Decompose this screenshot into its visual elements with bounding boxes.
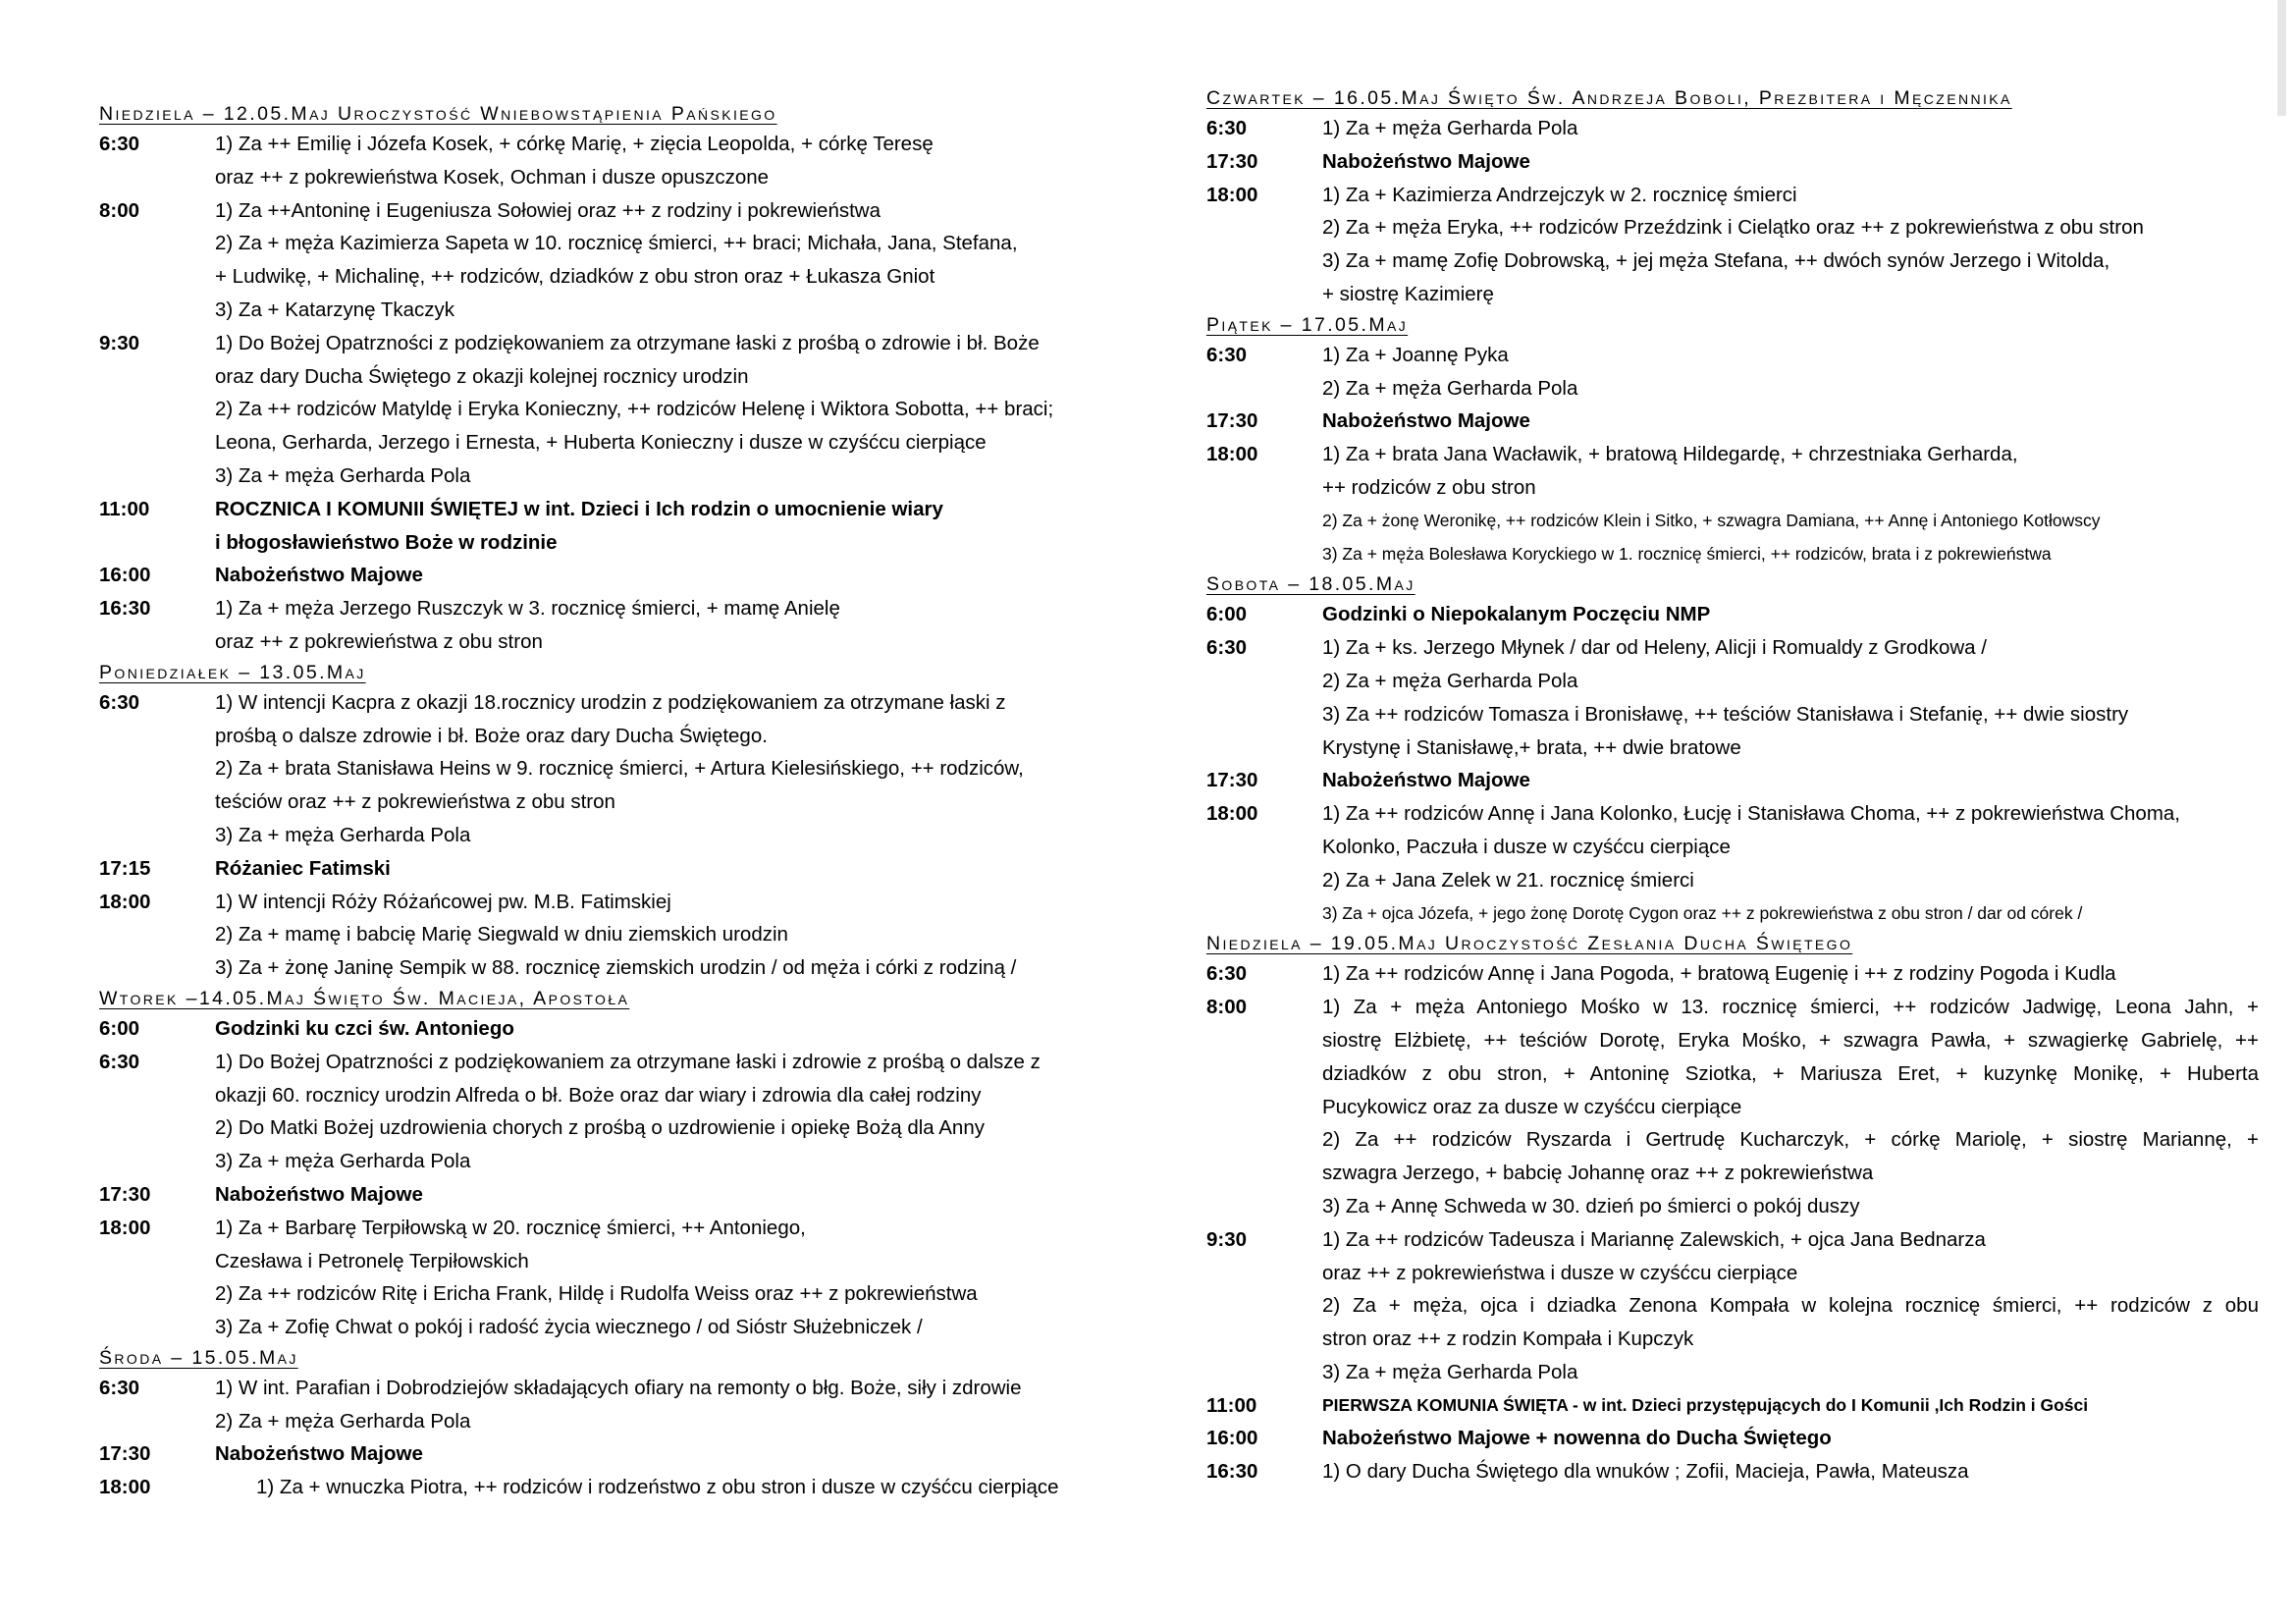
mass-time: 18:00 bbox=[1206, 802, 1258, 826]
mass-intentions bbox=[215, 559, 1151, 592]
intention-line: 1) Za ++ rodziców Annę i Jana Pogoda, + bratową Eugenię i ++ z rodziny Pogoda i Kudla bbox=[1322, 962, 2116, 986]
mass-entry bbox=[1206, 1223, 2259, 1389]
intention-line: ROCZNICA I KOMUNII ŚWIĘTEJ w int. Dzieci i Ich rodzin o umocnienie wiary bbox=[215, 497, 943, 520]
intention-line: 3) Za + żonę Janinę Sempik w 88. rocznicę ziemskich urodzin / od męża i córki z rodziną / bbox=[215, 956, 1017, 980]
intention-line: 2) Za + męża Gerharda Pola bbox=[1322, 376, 1578, 400]
mass-intentions bbox=[1322, 991, 2259, 1223]
day-section bbox=[99, 659, 1151, 985]
intention-line: 3) Za + Annę Schweda w 30. dzień po śmierci o pokój duszy bbox=[1322, 1194, 1860, 1218]
mass-time: 6:30 bbox=[1206, 962, 1248, 986]
mass-intentions bbox=[215, 592, 1151, 659]
day-section bbox=[1206, 930, 2259, 1489]
intention-line: 1) Za + Kazimierza Andrzejczyk w 2. rocznicę śmierci bbox=[1322, 183, 1797, 206]
intention-line: 3) Za + mamę Zofię Dobrowską, + jej męża Stefana, ++ dwóch synów Jerzego i Witolda, bbox=[1322, 249, 2110, 273]
intention-line: ++ rodziców z obu stron bbox=[1322, 475, 1536, 499]
intention-line: dziadków z obu stron, + Antoninę Sziotka, + Mariusza Eret, + kuzynkę Monikę, + Huberta bbox=[1322, 1061, 2259, 1085]
mass-time: 16:30 bbox=[99, 597, 151, 621]
intention-line: 3) Za ++ rodziców Tomasza i Bronisławę, ++ teściów Stanisława i Stefanię, ++ dwie siostry bbox=[1322, 702, 2129, 726]
mass-time: 18:00 bbox=[99, 890, 151, 913]
mass-time: 11:00 bbox=[1206, 1393, 1257, 1417]
mass-intentions bbox=[1322, 1223, 2259, 1389]
mass-intentions bbox=[215, 852, 1151, 886]
mass-intentions bbox=[1322, 1389, 2259, 1423]
mass-intentions bbox=[1322, 1422, 2259, 1455]
intention-line: oraz ++ z pokrewieństwa Kosek, Ochman i dusze opuszczone bbox=[215, 165, 770, 189]
intention-line: Kolonko, Paczuła i dusze w czyśćcu cierpiące bbox=[1322, 835, 1731, 858]
intention-line: Nabożeństwo Majowe bbox=[1322, 149, 1530, 173]
intention-line: 3) Za + Zofię Chwat o pokój i radość życia wiecznego / od Sióstr Służebniczek / bbox=[215, 1316, 923, 1339]
intention-line: 3) Za + męża Gerharda Pola bbox=[215, 1150, 471, 1173]
intention-line: Nabożeństwo Majowe bbox=[215, 564, 423, 587]
mass-time: 17:30 bbox=[99, 1442, 151, 1466]
mass-entry bbox=[1206, 438, 2259, 570]
intention-line: okazji 60. rocznicy urodzin Alfreda o bł. Boże oraz dar wiary i zdrowia dla całej rodziny bbox=[215, 1083, 982, 1107]
intention-line: 1) Za + ks. Jerzego Młynek / dar od Heleny, Alicji i Romualdy z Grodkowa / bbox=[1322, 636, 1987, 660]
intention-line: 2) Za + męża Gerharda Pola bbox=[215, 1409, 471, 1433]
intention-line: 2) Za ++ rodziców Ryszarda i Gertrudę Kucharczyk, + córkę Mariolę, + siostrę Mariannę, + bbox=[1322, 1128, 2259, 1152]
mass-intentions bbox=[1322, 438, 2259, 570]
intention-line: 2) Za + brata Stanisława Heins w 9. rocznicę śmierci, + Artura Kielesińskiego, ++ rodziców, bbox=[215, 757, 1024, 781]
mass-entry bbox=[99, 1178, 1151, 1212]
mass-time: 8:00 bbox=[1206, 996, 1248, 1019]
mass-intentions bbox=[215, 1212, 1151, 1344]
intention-line: i błogosławieństwo Boże w rodzinie bbox=[215, 530, 558, 554]
mass-time: 6:00 bbox=[1206, 603, 1248, 626]
intention-line: 1) Za + Joannę Pyka bbox=[1322, 343, 1509, 366]
intention-line: Godzinki o Niepokalanym Poczęciu NMP bbox=[1322, 603, 1711, 626]
intention-line: 2) Za + męża Eryka, ++ rodziców Przeździnk i Cielątko oraz ++ z pokrewieństwa z obu stron bbox=[1322, 216, 2144, 240]
scrollbar[interactable] bbox=[2277, 0, 2286, 116]
intention-line: 3) Za + ojca Józefa, + jego żonę Dorotę Cygon oraz ++ z pokrewieństwa z obu stron / dar od córek / bbox=[1322, 902, 2083, 923]
mass-intentions bbox=[215, 327, 1151, 493]
mass-intentions bbox=[215, 686, 1151, 852]
intention-line: teściów oraz ++ z pokrewieństwa z obu stron bbox=[215, 790, 615, 814]
intention-line: 1) Za + brata Jana Wacławik, + bratową Hildegardę, + chrzestniaka Gerharda, bbox=[1322, 443, 2018, 466]
day-header: Piątek – 17.05.Maj bbox=[1206, 313, 1409, 336]
mass-time: 6:30 bbox=[99, 690, 140, 714]
mass-entry bbox=[99, 1372, 1151, 1438]
intention-line: 2) Za + Jana Zelek w 21. rocznicę śmierci bbox=[1322, 868, 1694, 892]
mass-intentions bbox=[215, 1437, 1151, 1471]
mass-time: 18:00 bbox=[1206, 183, 1258, 206]
intention-line: + Ludwikę, + Michalinę, ++ rodziców, dziadków z obu stron oraz + Łukasza Gniot bbox=[215, 265, 935, 289]
mass-time: 16:30 bbox=[1206, 1460, 1258, 1484]
intention-line: 1) Za + Barbarę Terpiłowską w 20. rocznicę śmierci, ++ Antoniego, bbox=[215, 1216, 806, 1239]
day-header: Sobota – 18.05.Maj bbox=[1206, 573, 1415, 596]
mass-entry bbox=[1206, 179, 2259, 311]
mass-entry bbox=[1206, 797, 2259, 930]
mass-time: 6:30 bbox=[1206, 636, 1248, 660]
intention-line: oraz ++ z pokrewieństwa z obu stron bbox=[215, 629, 543, 653]
day-header: Niedziela – 19.05.Maj Uroczystość Zesłania Ducha Świętego bbox=[1206, 933, 1853, 955]
day-header: Czwartek – 16.05.Maj Święto Św. Andrzeja Boboli, Prezbitera i Męczennika bbox=[1206, 87, 2012, 109]
mass-intentions bbox=[215, 1471, 1151, 1504]
mass-intentions bbox=[215, 1178, 1151, 1212]
mass-intentions bbox=[215, 1012, 1151, 1046]
mass-entry bbox=[1206, 598, 2259, 631]
mass-entry bbox=[99, 686, 1151, 852]
mass-entry bbox=[99, 1437, 1151, 1471]
intention-line: szwagra Jerzego, + babcię Johannę oraz ++ z pokrewieństwa bbox=[1322, 1162, 1874, 1185]
mass-time: 9:30 bbox=[1206, 1227, 1248, 1251]
intention-line: Nabożeństwo Majowe bbox=[215, 1182, 423, 1206]
mass-intentions bbox=[215, 1046, 1151, 1178]
intention-line: 2) Za + męża Kazimierza Sapeta w 10. rocznicę śmierci, ++ braci; Michała, Jana, Stefana, bbox=[215, 232, 1018, 255]
mass-time: 17:30 bbox=[99, 1182, 151, 1206]
mass-intentions bbox=[1322, 179, 2259, 311]
mass-time: 6:30 bbox=[99, 133, 140, 155]
day-section bbox=[99, 985, 1151, 1344]
day-header: Środa – 15.05.Maj bbox=[99, 1346, 298, 1369]
intention-line: Leona, Gerharda, Jerzego i Ernesta, + Huberta Konieczny i dusze w czyśćcu cierpiące bbox=[215, 431, 987, 455]
mass-entry bbox=[99, 493, 1151, 560]
mass-entry bbox=[1206, 991, 2259, 1223]
mass-intentions bbox=[1322, 598, 2259, 631]
day-section bbox=[99, 1344, 1151, 1504]
mass-intentions bbox=[215, 194, 1151, 327]
day-header: Poniedziałek – 13.05.Maj bbox=[99, 661, 366, 683]
intention-line: 1) W intencji Róży Różańcowej pw. M.B. Fatimskiej bbox=[215, 890, 671, 913]
mass-time: 16:00 bbox=[99, 564, 151, 587]
mass-intentions bbox=[215, 886, 1151, 985]
mass-entry bbox=[99, 1046, 1151, 1178]
mass-intentions bbox=[1322, 957, 2259, 991]
mass-entry bbox=[1206, 339, 2259, 406]
intention-line: + siostrę Kazimierę bbox=[1322, 282, 1494, 305]
intention-line: 1) Za ++ rodziców Tadeusza i Mariannę Zalewskich, + ojca Jana Bednarza bbox=[1322, 1227, 1986, 1251]
intention-line: Czesława i Petronelę Terpiłowskich bbox=[215, 1249, 529, 1272]
intention-line: 3) Za + męża Gerharda Pola bbox=[215, 463, 471, 487]
mass-time: 6:30 bbox=[99, 1376, 140, 1399]
intention-line: oraz ++ z pokrewieństwa i dusze w czyśćcu cierpiące bbox=[1322, 1261, 1798, 1284]
intention-line: 1) Do Bożej Opatrzności z podziękowaniem za otrzymane łaski z prośbą o zdrowie i bł. Boże bbox=[215, 331, 1040, 354]
mass-entry bbox=[1206, 145, 2259, 179]
intention-line: 1) O dary Ducha Świętego dla wnuków ; Zofii, Macieja, Pawła, Mateusza bbox=[1322, 1460, 1969, 1484]
intention-line: 3) Za + męża Bolesława Koryckiego w 1. rocznicę śmierci, ++ rodziców, brata i z pokrewieństwa bbox=[1322, 543, 2052, 564]
right-column bbox=[1206, 84, 2259, 1489]
mass-intentions bbox=[1322, 764, 2259, 797]
mass-time: 8:00 bbox=[99, 198, 140, 222]
intention-line: 1) Za ++ rodziców Annę i Jana Kolonko, Łucję i Stanisława Choma, ++ z pokrewieństwa Choma, bbox=[1322, 802, 2180, 826]
mass-entry bbox=[1206, 405, 2259, 438]
day-section bbox=[1206, 311, 2259, 571]
intention-line: 1) Za + męża Jerzego Ruszczyk w 3. rocznicę śmierci, + mamę Anielę bbox=[215, 597, 840, 621]
mass-intentions bbox=[215, 493, 1151, 560]
mass-time: 6:30 bbox=[1206, 117, 1248, 139]
mass-entry bbox=[99, 128, 1151, 194]
intention-line: 2) Do Matki Bożej uzdrowienia chorych z prośbą o uzdrowienie i opiekę Bożą dla Anny bbox=[215, 1116, 985, 1140]
mass-time: 17:30 bbox=[1206, 409, 1258, 433]
intention-line: oraz dary Ducha Świętego z okazji kolejnej rocznicy urodzin bbox=[215, 364, 749, 388]
mass-time: 17:15 bbox=[99, 856, 151, 880]
intention-line: 3) Za + Katarzynę Tkaczyk bbox=[215, 298, 455, 321]
day-section bbox=[99, 100, 1151, 659]
mass-intentions bbox=[1322, 1455, 2259, 1489]
mass-entry bbox=[99, 1012, 1151, 1046]
intention-line: Nabożeństwo Majowe + nowenna do Ducha Świętego bbox=[1322, 1427, 1832, 1450]
intention-line: 1) Za + męża Gerharda Pola bbox=[1322, 117, 1578, 139]
mass-time: 18:00 bbox=[1206, 443, 1258, 466]
mass-intentions bbox=[1322, 797, 2259, 930]
mass-intentions bbox=[215, 128, 1151, 194]
mass-entry bbox=[99, 886, 1151, 985]
mass-entry bbox=[99, 194, 1151, 327]
intention-line: 1) Za + wnuczka Piotra, ++ rodziców i rodzeństwo z obu stron i dusze w czyśćcu cierpiące bbox=[256, 1476, 1059, 1499]
mass-entry bbox=[1206, 1422, 2259, 1455]
intention-line: Nabożeństwo Majowe bbox=[1322, 769, 1530, 792]
left-column bbox=[99, 100, 1151, 1504]
mass-time: 17:30 bbox=[1206, 149, 1258, 173]
mass-entry bbox=[1206, 1455, 2259, 1489]
day-header: Niedziela – 12.05.Maj Uroczystość Wniebowstąpienia Pańskiego bbox=[99, 103, 777, 125]
mass-time: 16:00 bbox=[1206, 1427, 1258, 1450]
mass-entry bbox=[99, 559, 1151, 592]
intention-line: 1) Do Bożej Opatrzności z podziękowaniem za otrzymane łaski i zdrowie z prośbą o dalsze z bbox=[215, 1050, 1041, 1073]
mass-intentions bbox=[1322, 145, 2259, 179]
mass-intentions bbox=[215, 1372, 1151, 1438]
mass-intentions bbox=[1322, 339, 2259, 406]
intention-line: Godzinki ku czci św. Antoniego bbox=[215, 1016, 514, 1040]
mass-entry bbox=[1206, 1389, 2259, 1423]
mass-intentions bbox=[1322, 405, 2259, 438]
intention-line: prośbą o dalsze zdrowie i bł. Boże oraz dary Ducha Świętego. bbox=[215, 724, 768, 747]
day-header: Wtorek –14.05.Maj Święto Św. Macieja, Apostoła bbox=[99, 987, 630, 1009]
intention-line: 2) Za ++ rodziców Matyldę i Eryka Konieczny, ++ rodziców Helenę i Wiktora Sobotta, ++ braci; bbox=[215, 398, 1054, 421]
day-section bbox=[1206, 570, 2259, 930]
intention-line: Pucykowicz oraz za dusze w czyśćcu cierpiące bbox=[1322, 1095, 1742, 1118]
mass-entry bbox=[1206, 631, 2259, 764]
mass-entry bbox=[1206, 112, 2259, 145]
intention-line: siostrę Elżbietę, ++ teściów Dorotę, Eryka Mośko, + szwagra Pawła, + szwagierkę Gabrielę, ++ bbox=[1322, 1028, 2259, 1052]
intention-line: stron oraz ++ z rodzin Kompała i Kupczyk bbox=[1322, 1327, 1694, 1351]
intention-line: 2) Za + żonę Weronikę, ++ rodziców Klein i Sitko, + szwagra Damiana, ++ Annę i Antoniego Kotłowscy bbox=[1322, 510, 2101, 530]
mass-entry bbox=[1206, 764, 2259, 797]
mass-entry bbox=[99, 327, 1151, 493]
intention-line: 2) Za + mamę i babcię Marię Siegwald w dniu ziemskich urodzin bbox=[215, 923, 788, 947]
intention-line: 3) Za + męża Gerharda Pola bbox=[1322, 1360, 1578, 1383]
intention-line: Różaniec Fatimski bbox=[215, 856, 391, 880]
mass-entry bbox=[99, 1471, 1151, 1504]
intention-line: 1) W intencji Kacpra z okazji 18.rocznicy urodzin z podziękowaniem za otrzymane łaski z bbox=[215, 690, 1006, 714]
mass-time: 6:00 bbox=[99, 1016, 140, 1040]
mass-intentions bbox=[1322, 112, 2259, 145]
mass-entry bbox=[99, 852, 1151, 886]
mass-time: 17:30 bbox=[1206, 769, 1258, 792]
mass-time: 11:00 bbox=[99, 497, 150, 520]
intention-line: 1) Za ++Antoninę i Eugeniusza Sołowiej oraz ++ z rodziny i pokrewieństwa bbox=[215, 198, 881, 222]
intention-line: 3) Za + męża Gerharda Pola bbox=[215, 823, 471, 846]
mass-intentions bbox=[1322, 631, 2259, 764]
intention-line: 2) Za + męża, ojca i dziadka Zenona Kompała w kolejna rocznicę śmierci, ++ rodziców z obu bbox=[1322, 1294, 2259, 1318]
intention-line: 1) W int. Parafian i Dobrodziejów składających ofiary na remonty o błg. Boże, siły i zdrowie bbox=[215, 1376, 1022, 1399]
mass-time: 18:00 bbox=[99, 1476, 151, 1499]
intention-line: 1) Za + męża Antoniego Mośko w 13. rocznicę śmierci, ++ rodziców Jadwigę, Leona Jahn, + bbox=[1322, 996, 2259, 1019]
mass-entry bbox=[1206, 957, 2259, 991]
mass-time: 6:30 bbox=[1206, 343, 1248, 366]
mass-time: 6:30 bbox=[99, 1050, 140, 1073]
day-section bbox=[1206, 84, 2259, 311]
mass-entry bbox=[99, 1212, 1151, 1344]
mass-time: 9:30 bbox=[99, 331, 140, 354]
intention-line: 1) Za ++ Emilię i Józefa Kosek, + córkę Marię, + zięcia Leopolda, + córkę Teresę bbox=[215, 133, 934, 155]
intention-line: Nabożeństwo Majowe bbox=[215, 1442, 423, 1466]
intention-line: 2) Za ++ rodziców Ritę i Ericha Frank, Hildę i Rudolfa Weiss oraz ++ z pokrewieństwa bbox=[215, 1282, 978, 1306]
intention-line: Krystynę i Stanisławę,+ brata, ++ dwie bratowe bbox=[1322, 735, 1741, 759]
mass-time: 18:00 bbox=[99, 1216, 151, 1239]
intention-line: 2) Za + męża Gerharda Pola bbox=[1322, 669, 1578, 692]
intention-line: Nabożeństwo Majowe bbox=[1322, 409, 1530, 433]
intention-line: PIERWSZA KOMUNIA ŚWIĘTA - w int. Dzieci przystępujących do I Komunii ,Ich Rodzin i Gości bbox=[1322, 1394, 2089, 1415]
mass-entry bbox=[99, 592, 1151, 659]
